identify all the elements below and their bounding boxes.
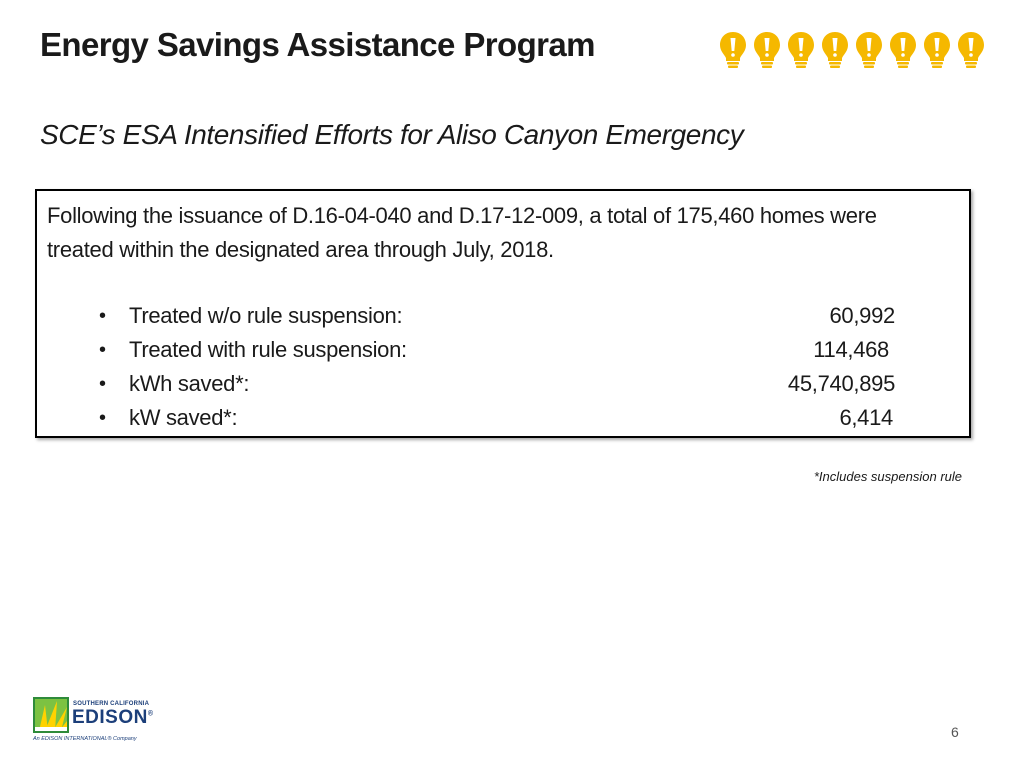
bullet-icon: •: [99, 373, 106, 395]
logo-wordmark: [72, 707, 154, 729]
page-number: 6: [951, 724, 959, 740]
lightbulb-icon: [786, 30, 816, 70]
stat-label: Treated w/o rule suspension:: [129, 303, 403, 328]
logo-subline: An EDISON INTERNATIONAL® Company: [33, 736, 137, 742]
lightbulb-icon: [956, 30, 986, 70]
lightbulb-row: [718, 30, 986, 70]
lightbulb-icon: [718, 30, 748, 70]
stat-row: [37, 333, 973, 367]
edison-logo: [33, 697, 163, 747]
logo-top-line: SOUTHERN CALIFORNIA: [73, 701, 150, 707]
stat-row: [37, 367, 973, 401]
logo-main-text: EDISON: [72, 707, 148, 728]
bullet-icon: •: [99, 305, 106, 327]
stat-label: kWh saved*:: [129, 371, 250, 396]
stat-label: kW saved*:: [129, 405, 238, 430]
stat-row: [37, 401, 973, 435]
stats-list: [37, 299, 973, 435]
stat-value: 45,740,895: [787, 371, 895, 396]
page-title: Energy Savings Assistance Program: [40, 26, 595, 63]
lightbulb-icon: [888, 30, 918, 70]
content-box: [35, 189, 971, 438]
sunburst-logo-icon: [33, 697, 69, 733]
lightbulb-icon: [854, 30, 884, 70]
bullet-icon: •: [99, 339, 106, 361]
lightbulb-icon: [752, 30, 782, 70]
footnote: *Includes suspension rule: [813, 469, 962, 484]
stat-value: 6,414: [839, 405, 893, 430]
section-subtitle: SCE’s ESA Intensified Efforts for Aliso Canyon Emergency: [40, 119, 744, 150]
stat-row: [37, 299, 973, 333]
stat-label: Treated with rule suspension:: [129, 337, 407, 362]
stat-value: 60,992: [829, 303, 895, 328]
lightbulb-icon: [922, 30, 952, 70]
bullet-icon: •: [99, 407, 106, 429]
lightbulb-icon: [820, 30, 850, 70]
stat-value: 114,468: [813, 337, 889, 362]
registered-mark: ®: [147, 710, 154, 718]
intro-text: Following the issuance of D.16-04-040 and D.17-12-009, a total of 175,460 homes were treated within the designated area through July, 2018.: [47, 203, 877, 262]
